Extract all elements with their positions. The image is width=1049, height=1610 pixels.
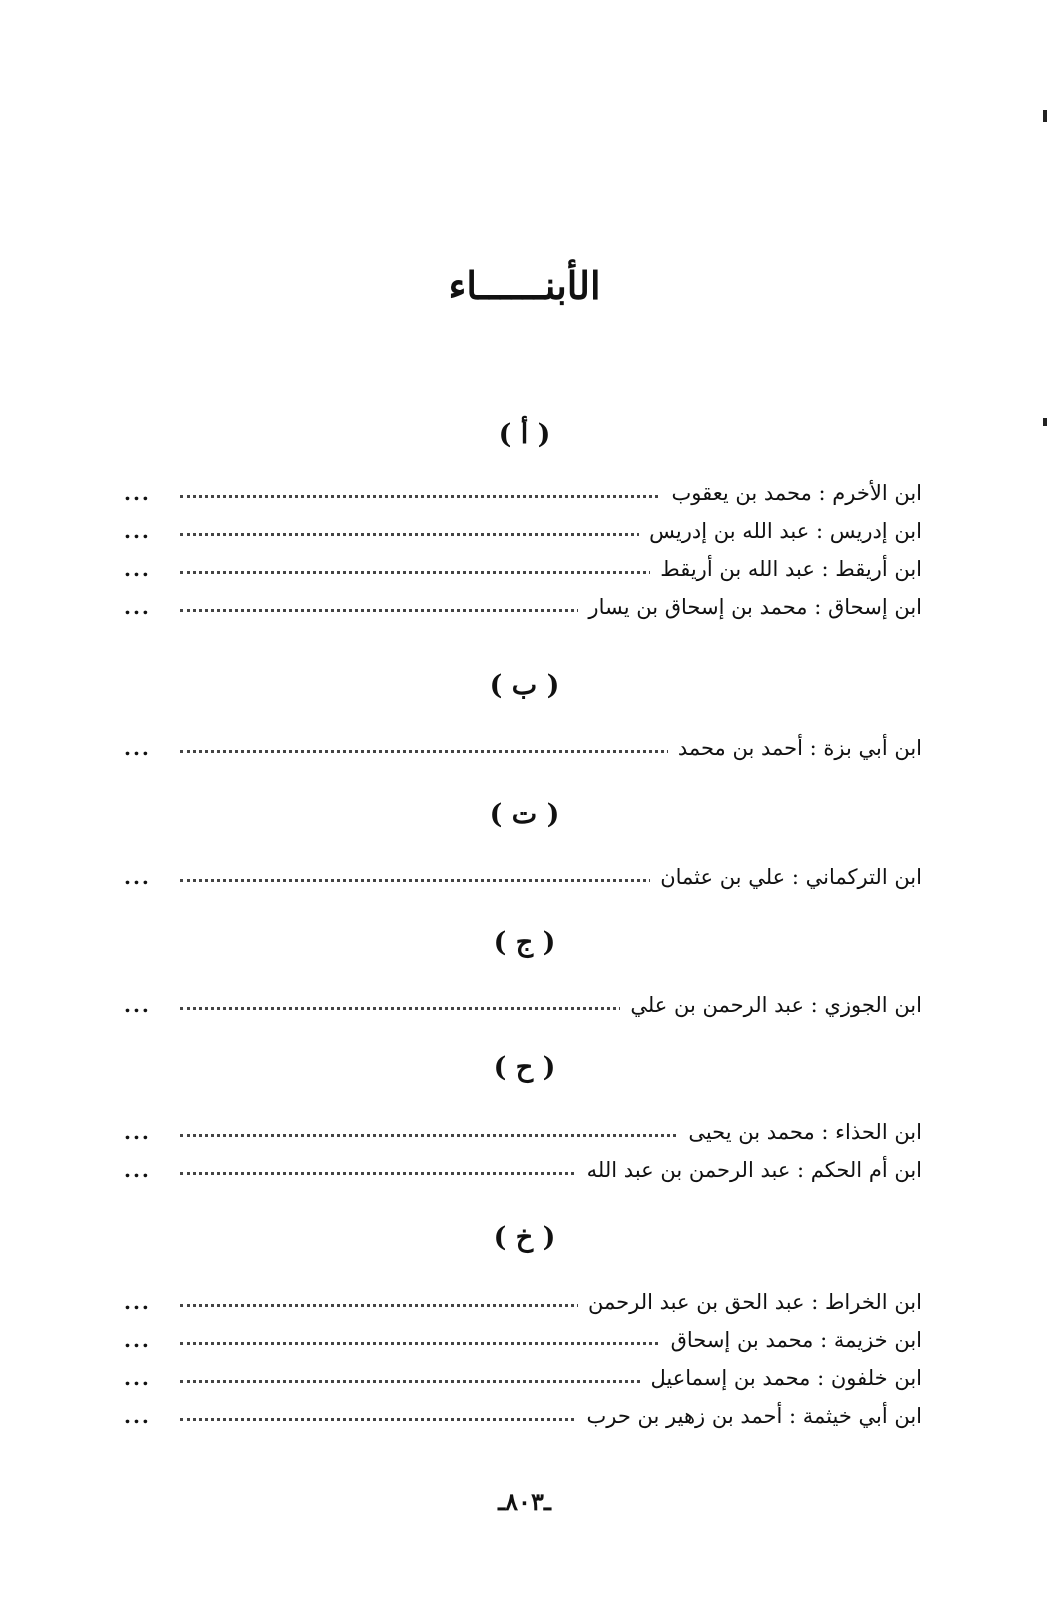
entry-page-ref: ...: [124, 736, 151, 760]
entry-text: ابن الجوزي : عبد الرحمن بن علي: [620, 986, 922, 1024]
entry-page-ref: ...: [124, 1404, 151, 1428]
section-letter: ( ب ): [489, 670, 560, 701]
index-section-ta: [0, 790, 1049, 896]
index-entry: [0, 1321, 1049, 1359]
entry-text: ابن الحذاء : محمد بن يحيى: [678, 1113, 922, 1151]
index-entry: [0, 588, 1049, 626]
entry-page-ref: ...: [124, 557, 151, 581]
entry-text: ابن أبي خيثمة : أحمد بن زهير بن حرب: [577, 1397, 923, 1435]
index-entry: [0, 512, 1049, 550]
entry-page-ref: ...: [124, 1290, 151, 1314]
index-section-ha: [0, 1043, 1049, 1189]
index-section-jim: [0, 918, 1049, 1024]
entry-text: ابن إدريس : عبد الله بن إدريس: [639, 512, 922, 550]
index-entry: [0, 1359, 1049, 1397]
entry-text: ابن التركماني : علي بن عثمان: [650, 858, 922, 896]
index-entry: [0, 729, 1049, 767]
entry-text: ابن الأخرم : محمد بن يعقوب: [661, 474, 922, 512]
section-letter: ( ج ): [493, 927, 556, 958]
index-entry: [0, 1113, 1049, 1151]
index-entry: [0, 1397, 1049, 1435]
page-title: الأبنــــــاء: [448, 263, 601, 309]
entry-page-ref: ...: [124, 1328, 151, 1352]
entry-text: ابن أم الحكم : عبد الرحمن بن عبد الله: [577, 1151, 922, 1189]
index-section-alif: [0, 410, 1049, 626]
section-letter: ( خ ): [493, 1222, 556, 1253]
margin-mark: [1043, 110, 1047, 122]
index-entry: [0, 1283, 1049, 1321]
entry-text: ابن خلفون : محمد بن إسماعيل: [641, 1359, 922, 1397]
index-entry: [0, 1151, 1049, 1189]
entry-page-ref: ...: [124, 595, 151, 619]
entry-text: ابن إسحاق : محمد بن إسحاق بن يسار: [578, 588, 922, 626]
section-letter: ( ح ): [493, 1052, 556, 1083]
index-section-kha: [0, 1213, 1049, 1435]
section-letter: ( أ ): [498, 419, 551, 450]
index-entry: [0, 986, 1049, 1024]
index-section-ba: [0, 661, 1049, 767]
section-letter: ( ت ): [489, 799, 560, 830]
entry-page-ref: ...: [124, 481, 151, 505]
entry-text: ابن أبي بزة : أحمد بن محمد: [668, 729, 922, 767]
entry-text: ابن أريقط : عبد الله بن أريقط: [650, 550, 922, 588]
page-number: ـ٨٠٣ـ: [498, 1487, 551, 1516]
entry-page-ref: ...: [124, 519, 151, 543]
entry-page-ref: ...: [124, 1158, 151, 1182]
entry-page-ref: ...: [124, 865, 151, 889]
entry-page-ref: ...: [124, 1120, 151, 1144]
index-entry: [0, 550, 1049, 588]
entry-page-ref: ...: [124, 993, 151, 1017]
index-entry: [0, 858, 1049, 896]
index-entry: [0, 474, 1049, 512]
entry-page-ref: ...: [124, 1366, 151, 1390]
entry-text: ابن خزيمة : محمد بن إسحاق: [661, 1321, 922, 1359]
entry-text: ابن الخراط : عبد الحق بن عبد الرحمن: [578, 1283, 922, 1321]
